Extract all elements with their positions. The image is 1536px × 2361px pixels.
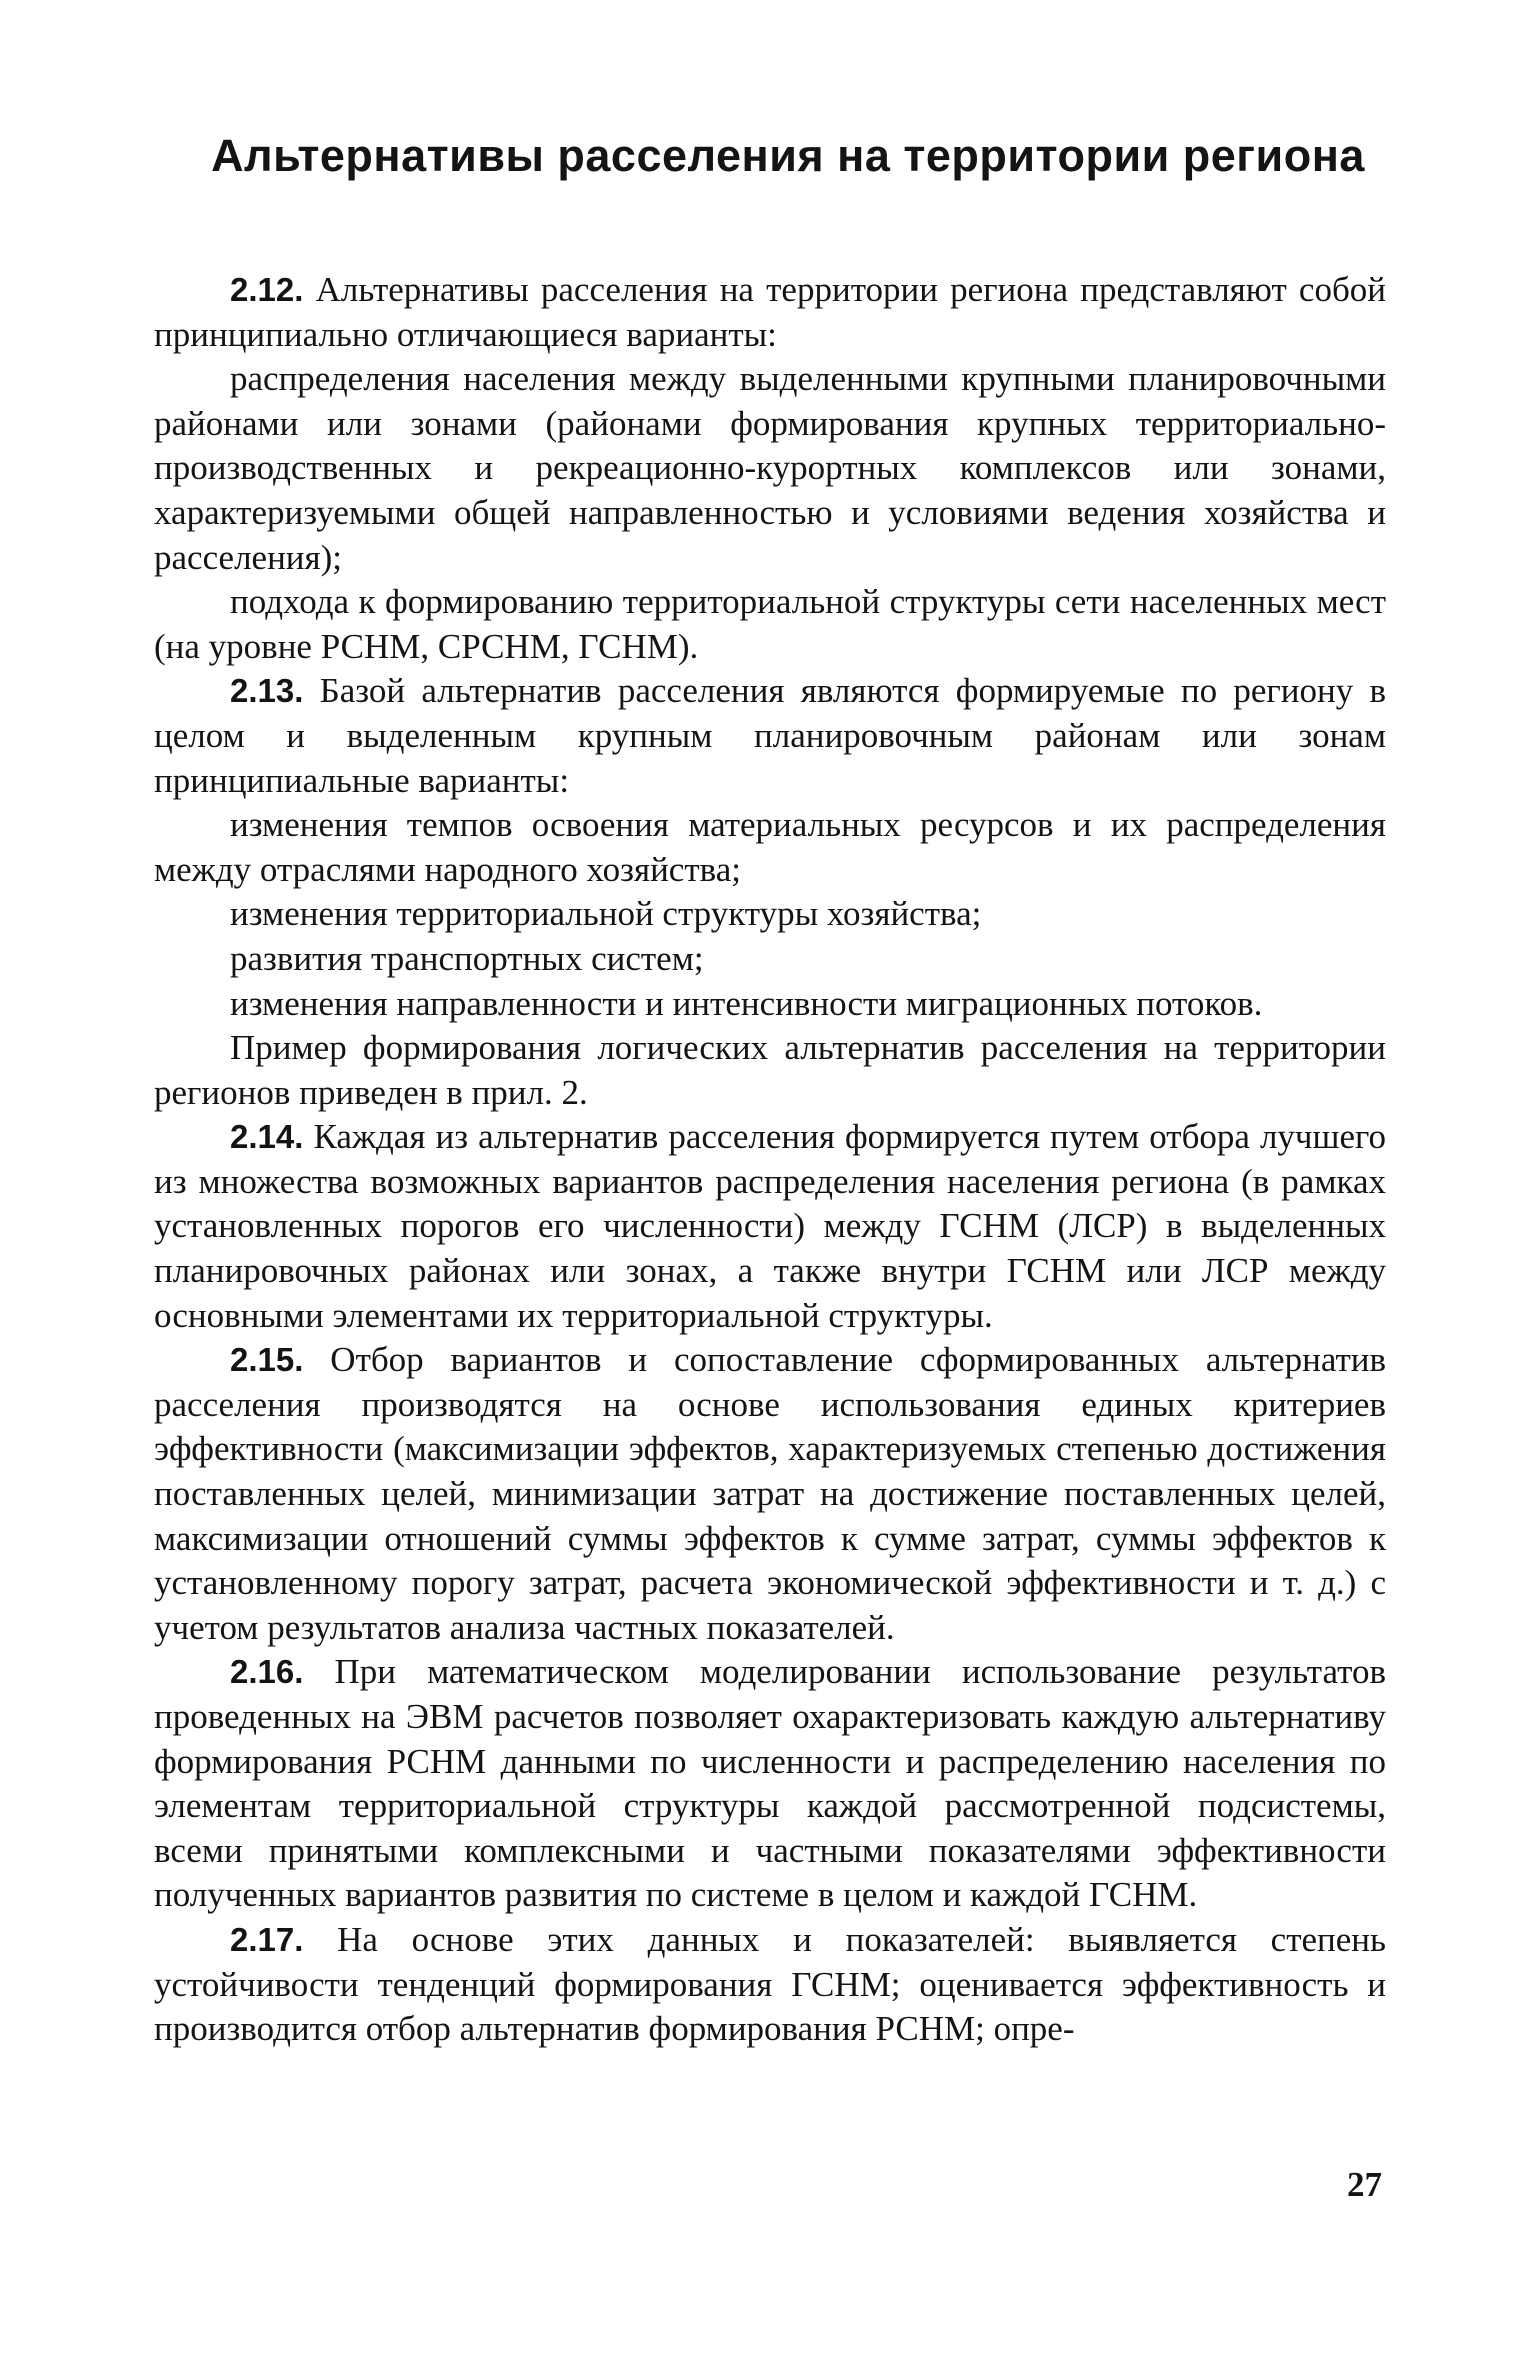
paragraph-2-16 (154, 1650, 1386, 1918)
paragraph-text: подхода к формированию территориальной структуры сети населенных мест (на уровне РСНМ, СРСНМ, ГСНМ). (154, 582, 1386, 666)
paragraph-text: Пример формирования логических альтернатив расселения на территории регионов приведен в прил. 2. (154, 1028, 1386, 1112)
clause-number: 2.12. (230, 271, 304, 308)
paragraph-text: распределения населения между выделенными крупными планировочными районами или зонами (районами формирования крупных территориально-производственных и рекреационно-курортных комплексов или зонами, характеризуемыми общей направленностью и условиями ведения хозяйства и расселения); (154, 359, 1386, 577)
list-item (154, 892, 1386, 937)
list-item (154, 803, 1386, 892)
paragraph-text: Отбор вариантов и сопоставление сформированных альтернатив расселения производятся на основе использования единых критериев эффективности (максимизации эффектов, характеризуемых степенью достижения поставленных целей, минимизации затрат на достижение поставленных целей, максимизации отношений суммы эффектов к сумме затрат, суммы эффектов к установленному порогу затрат, расчета экономической эффективности и т. д.) с учетом результатов анализа частных показателей. (154, 1340, 1386, 1647)
paragraph-text: Альтернативы расселения на территории региона представляют собой принципиально отличающиеся варианты: (154, 270, 1386, 354)
paragraph-2-17 (154, 1918, 1386, 2052)
list-item (154, 357, 1386, 580)
paragraph-text: При математическом моделировании использование результатов проведенных на ЭВМ расчетов позволяет охарактеризовать каждую альтернативу формирования РСНМ данными по численности и распределению населения по элементам территориальной структуры каждой рассмотренной подсистемы, всеми принятыми комплексными и частными показателями эффективности полученных вариантов развития по системе в целом и каждой ГСНМ. (154, 1652, 1386, 1915)
paragraph-2-12 (154, 268, 1386, 357)
clause-number: 2.17. (230, 1920, 304, 1958)
list-item (154, 580, 1386, 669)
paragraph-2-13 (154, 669, 1386, 803)
list-item (154, 937, 1386, 982)
example-note (154, 1026, 1386, 1115)
paragraph-text: На основе этих данных и показателей: выявляется степень устойчивости тенденций формирования ГСНМ; оценивается эффективность и производится отбор альтернатив формирования РСНМ; опре- (154, 1919, 1386, 2049)
paragraph-text: изменения территориальной структуры хозяйства; (230, 894, 982, 934)
paragraph-text: изменения направленности и интенсивности миграционных потоков. (230, 983, 1263, 1023)
section-title: Альтернативы расселения на территории региона (211, 130, 1365, 181)
clause-number: 2.13. (230, 672, 304, 710)
paragraph-text: изменения темпов освоения материальных ресурсов и их распределения между отраслями народного хозяйства; (154, 805, 1386, 889)
body-text (154, 268, 1386, 2052)
clause-number: 2.16. (230, 1653, 304, 1691)
paragraph-2-14 (154, 1115, 1386, 1338)
paragraph-2-15 (154, 1338, 1386, 1650)
page-number: 27 (1347, 2165, 1382, 2204)
clause-number: 2.14. (230, 1118, 304, 1156)
list-item (154, 982, 1386, 1027)
clause-number: 2.15. (230, 1341, 304, 1379)
paragraph-text: Базой альтернатив расселения являются формируемые по региону в целом и выделенным крупным планировочным районам или зонам принципиальные варианты: (154, 671, 1386, 800)
paragraph-text: Каждая из альтернатив расселения формируется путем отбора лучшего из множества возможных вариантов распределения населения региона (в рамках установленных порогов его численности) между ГСНМ (ЛСР) в выделенных планировочных районах или зонах, а также внутри ГСНМ или ЛСР между основными элементами их территориальной структуры. (154, 1117, 1386, 1335)
paragraph-text: развития транспортных систем; (230, 938, 704, 978)
